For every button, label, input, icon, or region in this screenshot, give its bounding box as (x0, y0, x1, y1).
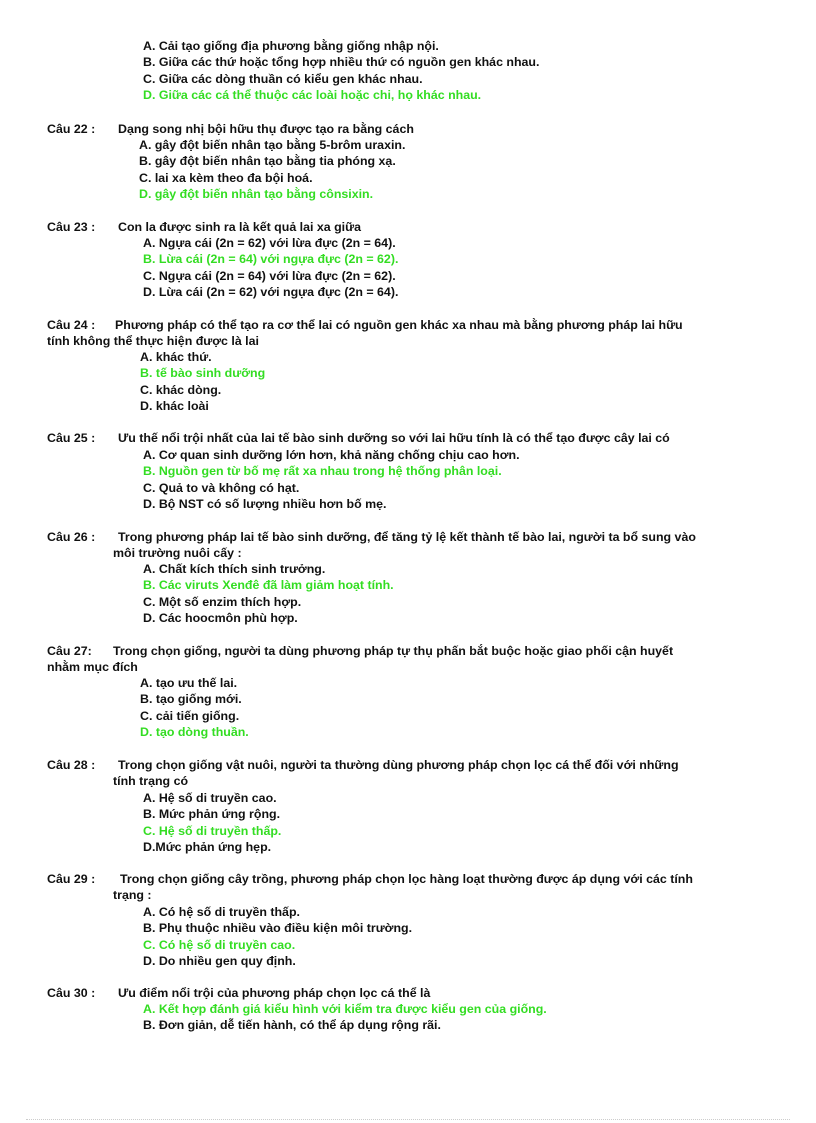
q28-stem: Trong chọn giống vật nuôi, người ta thường dùng phương pháp chọn lọc cá thể đối với những (118, 758, 679, 772)
q29-label: Câu 29 : (47, 872, 96, 886)
q25-label: Câu 25 : (47, 431, 96, 445)
q22-stem: Dạng song nhị bội hữu thụ được tạo ra bằng cách (118, 122, 414, 136)
option-q26-a: A. Chất kích thích sinh trưởng. (143, 562, 326, 576)
option-q27-a: A. tạo ưu thế lai. (140, 676, 238, 690)
option-q27-d: D. tạo dòng thuần. (140, 725, 249, 740)
option-q24-b: B. tế bào sinh dưỡng (140, 366, 266, 381)
option-q23-a: A. Ngựa cái (2n = 62) với lừa đực (2n = 64). (143, 236, 396, 250)
q29-stem: Trong chọn giống cây trồng, phương pháp chọn lọc hàng loạt thường được áp dụng với các tính (120, 872, 693, 886)
q27-stem: Trong chọn giống, người ta dùng phương pháp tự thụ phấn bắt buộc hoặc giao phối cận huyết (113, 644, 674, 658)
option-q26-c: C. Một số enzim thích hợp. (143, 594, 302, 609)
option-q26-b: B. Các viruts Xenđê đã làm giảm hoạt tính. (143, 578, 394, 593)
q27-label: Câu 27: (47, 644, 92, 658)
q30-stem: Ưu điểm nổi trội của phương pháp chọn lọc cá thể là (118, 986, 431, 1000)
option-q29-b: B. Phụ thuộc nhiều vào điều kiện môi trường. (143, 921, 413, 936)
option-q26-d: D. Các hoocmôn phù hợp. (143, 611, 298, 626)
q27-stem: nhằm mục đích (47, 660, 138, 675)
q24-label: Câu 24 : (47, 318, 96, 332)
option-q21-b: B. Giữa các thứ hoặc tổng hợp nhiều thứ có nguồn gen khác nhau. (143, 55, 540, 70)
option-q24-c: C. khác dòng. (140, 382, 222, 397)
option-q28-d: D.Mức phản ứng hẹp. (143, 840, 272, 855)
option-q21-a: A. Cải tạo giống địa phương bằng giống nhập nội. (143, 39, 439, 53)
option-q25-a: A. Cơ quan sinh dưỡng lớn hơn, khả năng chống chịu cao hơn. (143, 448, 520, 462)
option-q25-c: C. Quả to và không có hạt. (143, 480, 300, 495)
q24-stem: tính không thể thực hiện được là lai (47, 334, 259, 349)
q26-label: Câu 26 : (47, 530, 96, 544)
q26-stem: Trong phương pháp lai tế bào sinh dưỡng, để tăng tỷ lệ kết thành tế bào lai, người ta bổ sung vào (118, 530, 696, 544)
option-q22-b: B. gây đột biến nhân tạo bằng tia phóng xạ. (139, 154, 396, 169)
q24-stem: Phương pháp có thể tạo ra cơ thể lai có nguồn gen khác xa nhau mà bằng phương pháp lai hữu (115, 318, 683, 332)
option-q22-a: A. gây đột biến nhân tạo bằng 5-brôm uraxin. (139, 138, 406, 152)
option-q24-a: A. khác thứ. (140, 350, 212, 364)
option-q22-c: C. lai xa kèm theo đa bội hoá. (139, 170, 313, 185)
option-q27-b: B. tạo giống mới. (140, 692, 242, 707)
option-q27-c: C. cải tiến giống. (140, 708, 240, 723)
option-q23-d: D. Lừa cái (2n = 62) với ngựa đực (2n = 64). (143, 285, 399, 300)
option-q25-b: B. Nguồn gen từ bố mẹ rất xa nhau trong hệ thống phân loại. (143, 464, 502, 479)
q25-stem: Ưu thế nổi trội nhất của lai tế bào sinh dưỡng so với lai hữu tính là có thể tạo được cây lai có (118, 431, 670, 445)
option-q23-c: C. Ngựa cái (2n = 64) với lừa đực (2n = 62). (143, 268, 396, 283)
option-q25-d: D. Bộ NST có số lượng nhiều hơn bố mẹ. (143, 497, 387, 512)
q22-label: Câu 22 : (47, 122, 96, 136)
option-q21-c: C. Giữa các dòng thuần có kiểu gen khác nhau. (143, 71, 423, 86)
option-q30-b: B. Đơn giản, dễ tiến hành, có thể áp dụng rộng rãi. (143, 1018, 441, 1033)
option-q29-d: D. Do nhiều gen quy định. (143, 954, 296, 969)
option-q29-c: C. Có hệ số di truyền cao. (143, 937, 296, 952)
option-q21-d: D. Giữa các cá thể thuộc các loài hoặc chi, họ khác nhau. (143, 88, 482, 103)
q30-label: Câu 30 : (47, 986, 96, 1000)
q23-label: Câu 23 : (47, 220, 96, 234)
q28-label: Câu 28 : (47, 758, 96, 772)
option-q28-a: A. Hệ số di truyền cao. (143, 791, 277, 805)
page-bottom-divider (26, 1119, 790, 1120)
q23-stem: Con la được sinh ra là kết quả lai xa giữa (118, 220, 361, 234)
q29-stem: trạng : (113, 888, 152, 903)
option-q28-b: B. Mức phản ứng rộng. (143, 807, 281, 822)
q28-stem: tính trạng có (113, 774, 189, 789)
option-q28-c: C. Hệ số di truyền thấp. (143, 823, 282, 838)
option-q30-a: A. Kết hợp đánh giá kiểu hình với kiểm tra được kiểu gen của giống. (143, 1002, 547, 1016)
q26-stem: môi trường nuôi cấy : (113, 546, 242, 561)
option-q29-a: A. Có hệ số di truyền thấp. (143, 905, 300, 919)
option-q24-d: D. khác loài (140, 399, 209, 414)
option-q23-b: B. Lừa cái (2n = 64) với ngựa đực (2n = 62). (143, 252, 399, 267)
option-q22-d: D. gây đột biến nhân tạo bằng cônsixin. (139, 187, 374, 202)
